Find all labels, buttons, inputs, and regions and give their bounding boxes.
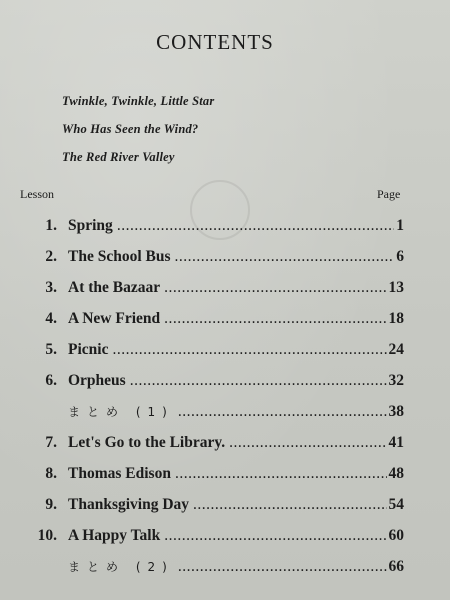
song-item: Twinkle, Twinkle, Little Star (62, 94, 215, 108)
lesson-title: Spring (68, 216, 113, 234)
dot-leader (164, 310, 386, 328)
lesson-title: Let's Go to the Library. (68, 433, 226, 451)
page-number: 1 (396, 216, 404, 234)
dot-leader (164, 279, 386, 297)
song-list (62, 92, 214, 176)
toc-list (20, 210, 404, 582)
page-number: 38 (388, 402, 404, 420)
toc-entry[interactable] (20, 458, 404, 489)
lesson-title: Orpheus (68, 371, 126, 389)
lesson-column-header: Lesson (20, 187, 54, 201)
lesson-number: 1. (45, 216, 57, 234)
toc-entry[interactable] (20, 365, 404, 396)
page-number: 6 (396, 247, 404, 265)
toc-entry[interactable] (20, 489, 404, 520)
song-item: Who Has Seen the Wind? (62, 122, 199, 136)
dot-leader (175, 465, 387, 483)
dot-leader (164, 527, 386, 545)
lesson-number: 5. (45, 340, 57, 358)
toc-entry[interactable] (20, 241, 404, 272)
page-number: 54 (388, 495, 404, 513)
lesson-number: 7. (45, 433, 57, 451)
page-number: 13 (388, 278, 404, 296)
dot-leader (175, 248, 395, 266)
page-number: 24 (388, 340, 404, 358)
lesson-title: At the Bazaar (68, 278, 161, 296)
lesson-title: Thomas Edison (68, 464, 171, 482)
lesson-title: Picnic (68, 340, 109, 358)
lesson-title: The School Bus (68, 247, 171, 265)
lesson-number: 6. (45, 371, 57, 389)
song-item: The Red River Valley (62, 150, 175, 164)
page-number: 48 (388, 464, 404, 482)
lesson-number: 9. (45, 495, 57, 513)
lesson-number: 4. (45, 309, 57, 327)
lesson-number: 2. (45, 247, 57, 265)
page-number: 18 (388, 309, 404, 327)
toc-entry[interactable] (20, 303, 404, 334)
dot-leader (193, 496, 386, 514)
toc-entry[interactable] (20, 551, 404, 582)
page-title: CONTENTS (156, 30, 274, 54)
page-number: 66 (388, 557, 404, 575)
toc-entry[interactable] (20, 396, 404, 427)
lesson-title: A Happy Talk (68, 526, 161, 544)
dot-leader (112, 341, 386, 359)
lesson-title: Thanksgiving Day (68, 495, 190, 513)
toc-entry[interactable] (20, 520, 404, 551)
toc-entry[interactable] (20, 272, 404, 303)
lesson-number: 10. (37, 526, 57, 544)
dot-leader (130, 372, 387, 390)
dot-leader (117, 217, 394, 235)
page-number: 41 (388, 433, 404, 451)
review-title: まとめ (1) (68, 404, 174, 419)
toc-entry[interactable] (20, 334, 404, 365)
page-number: 32 (388, 371, 404, 389)
lesson-number: 3. (45, 278, 57, 296)
page-number: 60 (388, 526, 404, 544)
toc-entry[interactable] (20, 210, 404, 241)
dot-leader (178, 403, 387, 421)
review-title: まとめ (2) (68, 559, 174, 574)
dot-leader (178, 558, 387, 576)
page-column-header: Page (377, 187, 401, 201)
lesson-number: 8. (45, 464, 57, 482)
toc-entry[interactable] (20, 427, 404, 458)
lesson-title: A New Friend (68, 309, 161, 327)
dot-leader (229, 434, 386, 452)
